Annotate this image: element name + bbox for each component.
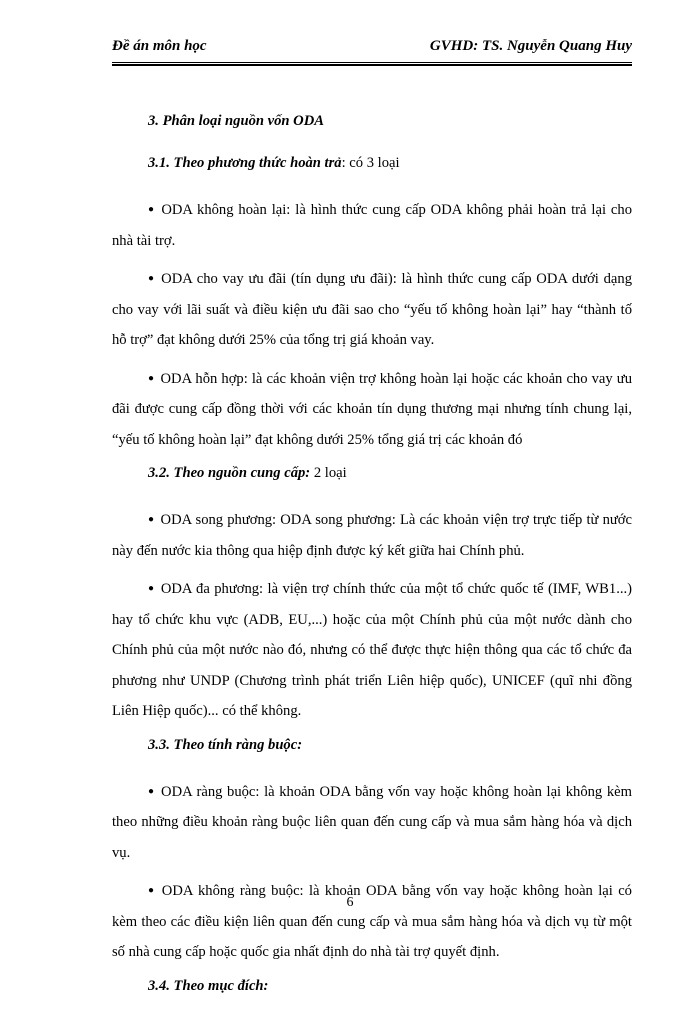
list-item: ● ODA hỗn hợp: là các khoản viện trợ không hoàn lại hoặc các khoản cho vay ưu đãi được cung cấp đồng thời với các khoản tín dụng thương mại nhưng tính chung lại, “yếu tố không hoàn lại” đạt không dưới 25% tổng giá trị các khoản đó bbox=[112, 370, 632, 448]
page-header bbox=[112, 38, 632, 60]
bullet-icon: ● bbox=[148, 372, 155, 384]
bullet-icon: ● bbox=[148, 273, 156, 284]
bullet-icon: ● bbox=[148, 204, 156, 215]
subsection-title: 3.4. Theo mục đích: bbox=[148, 977, 269, 994]
list-item: ● ODA song phương: ODA song phương: Là các khoản viện trợ trực tiếp từ nước này đến nước kia thông qua hiệp định được ký kết giữa hai Chính phủ. bbox=[112, 512, 632, 559]
bullet-icon: ● bbox=[148, 583, 155, 594]
header-supervisor: GVHD: TS. Nguyễn Quang Huy bbox=[429, 38, 632, 54]
list-item: ● ODA ràng buộc: là khoản ODA bằng vốn vay hoặc không hoàn lại không kèm theo những điều khoản ràng buộc liên quan đến cung cấp và mua sắm hàng hóa và dịch vụ. bbox=[112, 783, 632, 861]
subsection-title: 3.2. Theo nguồn cung cấp: 2 loại bbox=[148, 465, 347, 481]
header-rule bbox=[112, 62, 632, 66]
page-number: 6 bbox=[346, 895, 354, 910]
list-item: ● ODA không ràng buộc: là khoản ODA bằng vốn vay hoặc không hoàn lại có kèm theo các điều kiện liên quan đến cung cấp và mua sắm hàng hóa và dịch vụ từ một số nhà cung cấp hoặc quốc gia nhất định do nhà tài trợ quyết định. bbox=[112, 883, 632, 960]
list-item: ● ODA cho vay ưu đãi (tín dụng ưu đãi): là hình thức cung cấp ODA dưới dạng cho vay với lãi suất và điều kiện ưu đãi sao cho “yếu tố không hoàn lại” hay “thành tố hỗ trợ” đạt không dưới 25% của tổng trị giá khoản vay. bbox=[112, 271, 632, 348]
bullet-icon: ● bbox=[148, 885, 156, 896]
header-course-title: Đề án môn học bbox=[112, 38, 207, 54]
subsection-title: 3.1. Theo phương thức hoàn trả: có 3 loại bbox=[148, 155, 400, 171]
document-body bbox=[112, 107, 632, 1018]
subsection-title: 3.3. Theo tính ràng buộc: bbox=[148, 736, 303, 753]
list-item: ● ODA đa phương: là viện trợ chính thức của một tổ chức quốc tế (IMF, WB1...) hay tổ chức khu vực (ADB, EU,...) hoặc của một Chính phủ của một nước dành cho Chính phủ của một nước nào đó, nhưng có thể được thực hiện thông qua các tổ chức đa phương như UNDP (Chương trình phát triển Liên hiệp quốc), UNICEF (quĩ nhi đồng Liên Hiệp quốc)... có thể không. bbox=[112, 581, 632, 719]
list-item: ● ODA không hoàn lại: là hình thức cung cấp ODA không phải hoàn trả lại cho nhà tài trợ. bbox=[112, 202, 632, 249]
bullet-icon: ● bbox=[148, 785, 156, 797]
section-title: 3. Phân loại nguồn vốn ODA bbox=[148, 113, 324, 129]
bullet-icon: ● bbox=[148, 514, 155, 525]
